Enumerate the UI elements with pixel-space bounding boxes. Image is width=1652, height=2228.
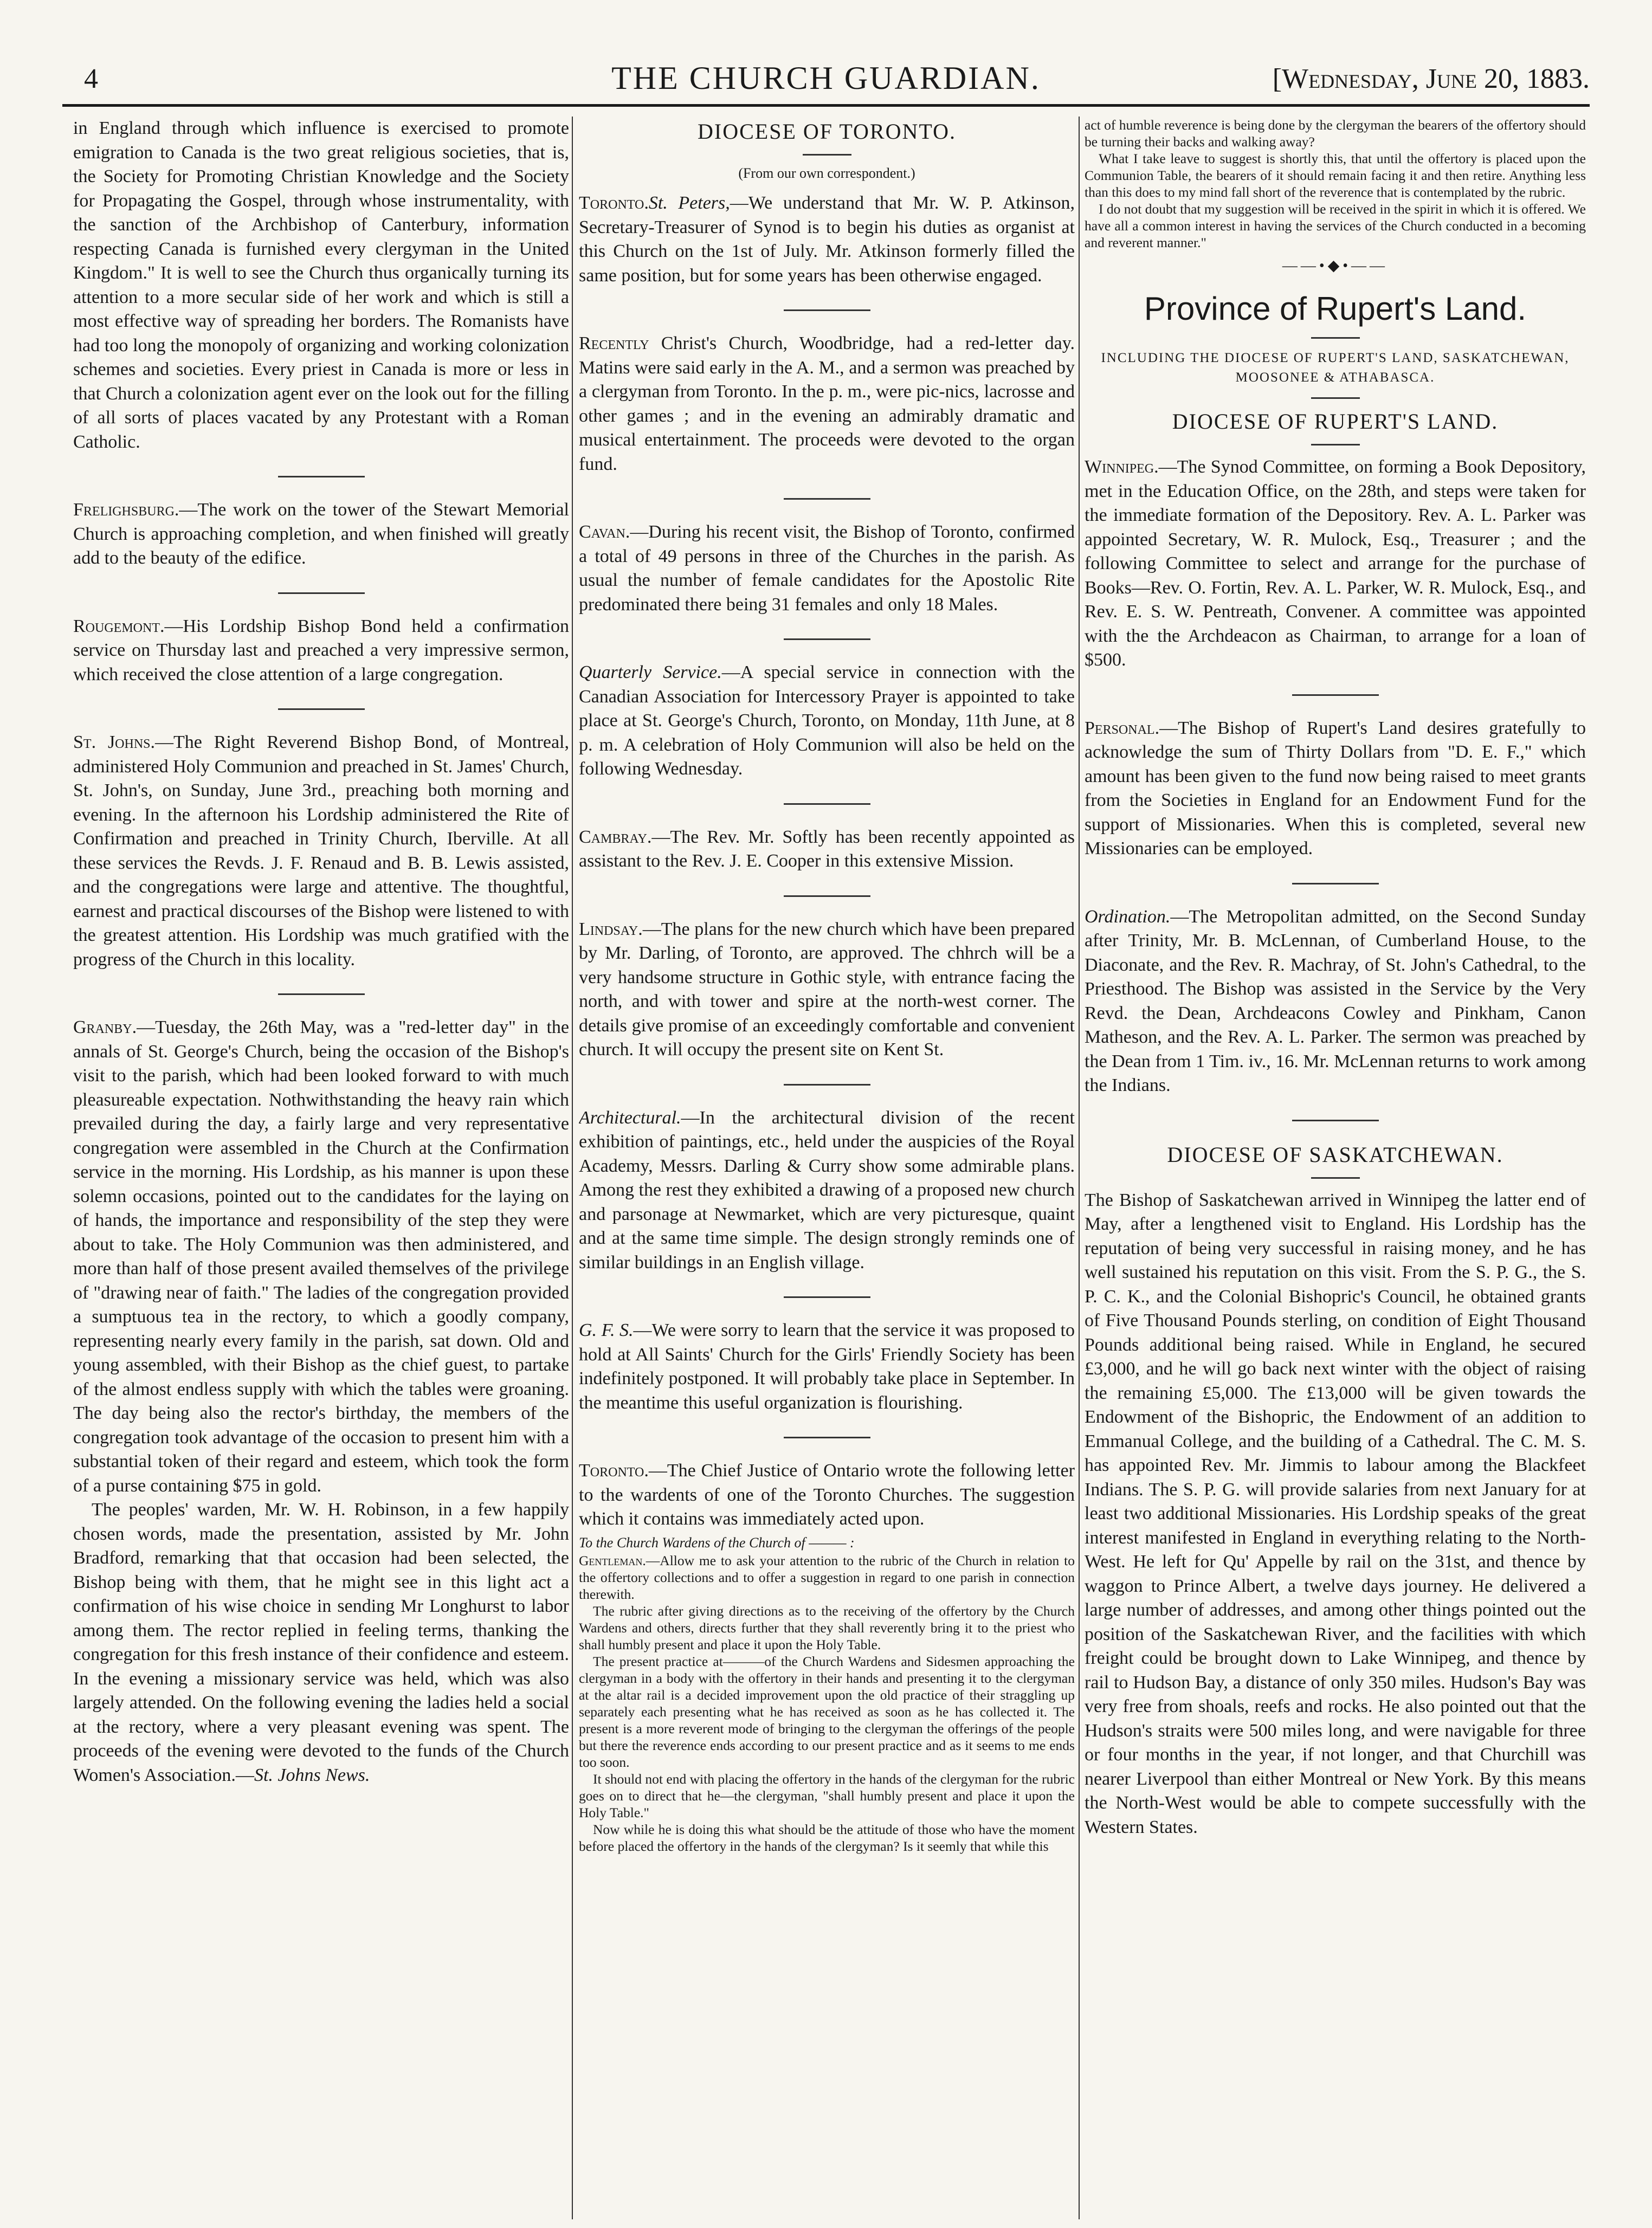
- article-body: —The Rev. Mr. Softly has been recently appointed as assistant to the Rev. J. E. Cooper in this extensive Mission.: [579, 826, 1075, 871]
- separator: [1292, 883, 1379, 884]
- separator: [1311, 444, 1360, 445]
- dateline: Ordination.: [1085, 906, 1171, 927]
- article-cavan: [579, 520, 1075, 617]
- article-rougemont: [73, 615, 569, 687]
- article-toronto-st-peters: [579, 191, 1075, 288]
- dateline: Granby.: [73, 1017, 137, 1037]
- letter-paragraph: The present practice at———of the Church Wardens and Sidesmen approaching the clergyman in a body with the offertory in their hands and presenting it to the clergyman at the altar rail is a decided improvement upon the old practice of their straggling up separately each presenting what he has received as soon as he has collected it. The present is a more reverent mode of bringing to the clergyman the offerings of the people but there the reverence ends according to our present practice and as it seems to me ends too soon.: [579, 1653, 1075, 1770]
- column-rule: [572, 117, 573, 2219]
- article-body: —The Synod Committee, on forming a Book Depository, met in the Education Office, on the 28th, and steps were taken for the immediate formation of the Depository. Rev. A. L. Parker was appointed Secretary, W. R. Mulock, Esq., Treasurer ; and the following Committee to select and arrange for the purchase of Books—Rev. O. Fortin, Rev. A. L. Parker, W. R. Mulock, Esq., and Rev. E. S. W. Pentreath, Convener. A committee was appointed with the the Archdeacon as Chairman, to arrange for a loan of $500.: [1085, 457, 1586, 670]
- article-body: —His Lordship Bishop Bond held a confirmation service on Thursday last and preached a very impressive sermon, which received the close attention of a large congregation.: [73, 616, 569, 684]
- article-body: —The work on the tower of the Stewart Memorial Church is approaching completion, and when finished will greatly add to the beauty of the edifice.: [73, 500, 569, 568]
- dateline: Frelighsburg.: [73, 500, 179, 520]
- article-granby-cont: [73, 1498, 569, 1787]
- letter: [579, 1535, 1075, 1855]
- article-winnipeg: [1085, 455, 1586, 673]
- article-architectural: [579, 1106, 1075, 1275]
- letter-paragraph: It should not end with placing the offertory in the hands of the clergyman for the rubric goes on to direct that he—the clergyman, "shall humbly present and place it upon the Holy Table.": [579, 1771, 1075, 1820]
- separator: [784, 498, 870, 500]
- dateline: Toronto.: [579, 193, 649, 213]
- article-granby: [73, 1016, 569, 1498]
- article-body: —We were sorry to learn that the service it was proposed to hold at All Saints' Church for the Girls' Friendly Society has been indefinitely postponed. It will probably take place in September. In the meantime this useful organization is flourishing.: [579, 1320, 1075, 1413]
- dateline: Rougemont.: [73, 616, 165, 636]
- dateline: Cavan.: [579, 522, 630, 542]
- article-body: Christ's Church, Woodbridge, had a red-letter day. Matins were said early in the A. M., and a sermon was preached by a clergyman from Toronto. In the p. m., were pic-nics, lacrosse and other games ; and in the evening an admirably dramatic and musical entertainment. The proceeds were devoted to the organ fund.: [579, 333, 1075, 474]
- article-body: —The Bishop of Rupert's Land desires gratefully to acknowledge the sum of Thirty Dollars from "D. E. F.," which amount has been given to the fund now being raised to meet grants from the Societies in England for an Endowment Fund for the support of Missionaries. When this is completed, several new Missionaries can be employed.: [1085, 718, 1586, 858]
- dateline: Recently: [579, 333, 649, 353]
- separator: [803, 154, 851, 156]
- column-rule: [1079, 117, 1080, 2219]
- columns: [62, 117, 1590, 2219]
- article-body: —The Chief Justice of Ontario wrote the following letter to the wardents of one of the Toronto Churches. The suggestion which it contains was immediately acted upon.: [579, 1461, 1075, 1529]
- article-body: —A special service in connection with the Canadian Association for Intercessory Prayer is appointed to take place at St. George's Church, Toronto, on Monday, 11th June, at 8 p. m. A celebration of Holy Communion will also be held on the following Wednesday.: [579, 662, 1075, 779]
- dateline: Toronto.: [579, 1461, 649, 1481]
- column-2: [579, 117, 1075, 2219]
- ornament-divider: ——•◆•——: [1282, 257, 1389, 274]
- article-gfs: [579, 1319, 1075, 1415]
- article-body: —The plans for the new church which have been prepared by Mr. Darling, of Toronto, are approved. The chhrch will be a very handsome structure in Gothic style, with entrance facing the north, and with tower and spire at the north-west corner. The details give promise of an exceedingly comfortable and convenient church. It will occupy the present site on Kent St.: [579, 919, 1075, 1060]
- separator: [784, 638, 870, 640]
- separator: [1311, 1177, 1360, 1179]
- separator: [784, 1084, 870, 1086]
- article-frelighsburg: [73, 498, 569, 571]
- salutation: Gentleman.: [579, 1552, 646, 1568]
- separator: [1292, 1120, 1379, 1121]
- article-chief-justice: [579, 1459, 1075, 1532]
- separator: [784, 1296, 870, 1298]
- separator: [784, 803, 870, 805]
- article-body: —In the architectural division of the recent exhibition of paintings, etc., held under the auspicies of the Royal Academy, Messrs. Darling & Curry show some admirable plans. Among the rest they exhibited a drawing of a proposed new church and parsonage at Newmarket, which are very picturesque, quaint and at the same time simple. The design strongly reminds one of similar buildings in an English village.: [579, 1107, 1075, 1273]
- source-credit: St. Johns News.: [254, 1765, 370, 1785]
- dateline: Cambray.: [579, 826, 652, 847]
- separator: [1311, 397, 1360, 399]
- article-saskatchewan: The Bishop of Saskatchewan arrived in Winnipeg the latter end of May, after a lengthened visit to England. His Lordship has the reputation of being very successful in raising money, and he has well sustained his reputation on this visit. From the S. P. G., the S. P. C. K., and the Colonial Bishopric's Council, he obtained grants of Five Thousand Pounds sterling, on condition of Eight Thousand Pounds additional being raised. While in England, he secured £3,000, and he will go back next winter with the object of raising the remaining £5,000. The £13,000 will be given towards the Endowment of the Bishopric, the Endowment of an addition to Emmanual College, and the building of a Cathedral. The C. M. S. has appointed Rev. Mr. Jimmis to labour among the Blackfeet Indians. The S. P. G. will provide salaries from next January for at least two additional Missionaries. His Lordship speaks of the great interest manifested in England in everything relating to the North-West. He left for Qu' Appelle by rail on the 31st, and thence by waggon to Prince Albert, a twelve days journey. He delivered a large number of addresses, and among other things pointed out the position of the Saskatchewan River, and the facilities with which freight could be brought down to Lake Winnipeg, and thence by rail to Hudson Bay, a distance of only 350 miles. Hudson's Bay was very free from shoals, reefs and rocks. He also pointed out that the Hudson's straits were 500 miles long, and were navigable for three or four months in the year, if not longer, and that Churchill was nearer Liverpool than either Montreal or New York. By this means the North-West would be able to compete successfully with the Western States.: [1085, 1190, 1586, 1837]
- masthead: [62, 60, 1590, 107]
- article-quarterly-service: [579, 661, 1075, 782]
- province-subheading: INCLUDING THE DIOCESE OF RUPERT'S LAND, SASKATCHEWAN, MOOSONEE & ATHABASCA.: [1101, 351, 1570, 385]
- page-number: 4: [84, 63, 98, 94]
- article-woodbridge: [579, 332, 1075, 476]
- letter-paragraph: act of humble reverence is being done by the clergyman the bearers of the offertory should be turning their backs and walking away?: [1085, 117, 1586, 150]
- letter-address: To the Church Wardens of the Church of ——— :: [579, 1534, 855, 1551]
- article-cambray: [579, 825, 1075, 874]
- article-emigration: in England through which influence is exercised to promote emigration to Canada is the two great religious societies, that is, the Society for Promoting Christian Knowledge and the Society for Propagating the Gospel, through whose instrumentality, with the sanction of the Archbishop of Canterbury, information respecting Canada is furnished every clergyman in the United Kingdom." It is well to see the Church thus organically turning its attention to a more secular side of her work and which is still a most effective way of spreading her borders. The Romanists have had too long the monopoly of organizing and working colonization schemes and societies. Every priest in Canada is more or less in that Church a colonization agent ever on the look out for the filling of all sorts of places vacated by any Protestant with a Roman Catholic.: [73, 118, 569, 452]
- separator: [784, 895, 870, 897]
- dateline: Winnipeg.: [1085, 457, 1159, 477]
- diocese-heading: DIOCESE OF SASKATCHEWAN.: [1167, 1142, 1503, 1167]
- article-st-johns: [73, 731, 569, 972]
- separator: [784, 1437, 870, 1438]
- separator: [278, 993, 365, 995]
- separator: [1292, 694, 1379, 696]
- letter-paragraph: What I take leave to suggest is shortly this, that until the offertory is placed upon the Communion Table, the bearers of it should remain facing it and then retire. Anything less than this does to my mind fall short of the reverence that is contemplated by the rubric.: [1085, 151, 1586, 200]
- dateline: Personal.: [1085, 718, 1160, 738]
- article-body: —We understand that Mr. W. P. Atkinson, Secretary-Treasurer of Synod is to begin his duties as organist at this Church on the 1st of July. Mr. Atkinson formerly filled the same position, but for some years has been otherwise engaged.: [579, 193, 1075, 286]
- separator: [278, 476, 365, 477]
- article-lindsay: [579, 918, 1075, 1062]
- subhead: St. Peters,: [648, 193, 730, 213]
- article-body: —Tuesday, the 26th May, was a "red-letter day" in the annals of St. George's Church, being the occasion of the Bishop's visit to the parish, which had been looked forward to with much pleasureable expectation. Nothwithstanding the heavy rain which prevailed during the day, a fairly large and very representative congregation were assembled in the Church at the Confirmation service in the morning. His Lordship, as his manner is upon these solemn occasions, pointed out to the candidates for the laying on of hands, the importance and responsibility of the step they were about to take. The Holy Communion was then administered, and more than half of those present availed themselves of the privilege of "drawing near of faith." The ladies of the congregation provided a sumptuous tea in the rectory, to which a goodly company, representing nearly every family in the parish, sat down. Old and young assembled, with their Bishop as the chief guest, to partake of the almost endless supply with which the tables were groaning. The day being also the rector's birthday, the members of the congregation took advantage of the occasion to present him with a substantial token of their regard and esteem, which took the form of a purse containing $75 in gold.: [73, 1017, 569, 1496]
- separator: [784, 309, 870, 311]
- letter-paragraph: I do not doubt that my suggestion will be received in the spirit in which it is offered. We have all a common interest in having the services of the Church conducted in a becoming and reverent manner.": [1085, 201, 1586, 250]
- correspondent-note: (From our own correspondent.): [738, 165, 915, 181]
- separator: [1311, 337, 1360, 339]
- dateline: G. F. S.: [579, 1320, 634, 1340]
- diocese-heading: DIOCESE OF TORONTO.: [698, 119, 956, 144]
- province-heading: Province of Rupert's Land.: [1144, 290, 1527, 327]
- article-body: —The Right Reverend Bishop Bond, of Montreal, administered Holy Communion and preached in St. James' Church, St. John's, on Sunday, June 3rd., preaching both morning and evening. In the afternoon his Lordship administered the Rite of Confirmation and preached in Trinity Church, Iberville. At all these services the Revds. J. F. Renaud and B. B. Lewis assisted, and the congregations were large and attentive. The thoughtful, earnest and practical discourses of the Bishop were listened to with the greatest attention. His Lordship was much gratified with the progress of the Church in this locality.: [73, 732, 569, 970]
- article-personal: [1085, 716, 1586, 861]
- letter-text: —Allow me to ask your attention to the rubric of the Church in relation to the offertory collections and to offer a suggestion in regard to one parish in connection therewith.: [579, 1552, 1075, 1602]
- newspaper-title: THE CHURCH GUARDIAN.: [611, 60, 1041, 96]
- separator: [278, 708, 365, 710]
- dateline: St. Johns.: [73, 732, 156, 752]
- dateline: Architectural.: [579, 1107, 681, 1128]
- dateline: Quarterly Service.: [579, 662, 722, 682]
- letter-continued: [1085, 117, 1586, 251]
- letter-paragraph: Now while he is doing this what should be the attitude of those who have the moment before placed the offertory in the hands of the clergyman? Is it seemly that while this: [579, 1821, 1075, 1854]
- article-body: The peoples' warden, Mr. W. H. Robinson, in a few happily chosen words, made the presentation, assisted by Mr. John Bradford, remarking that that occasion had been selected, the Bishop being with them, that he might see in this light act a confirmation of his wise choice in sending Mr Longhurst to labor among them. The rector replied in feeling terms, thanking the congregation for this fresh instance of their confidence and esteem. In the evening a missionary service was held, which was also largely attended. On the following evening the ladies held a social at the rectory, where a very pleasant evening was spent. The proceeds of the evening were devoted to the funds of the Church Women's Association.—: [73, 1500, 569, 1785]
- diocese-heading: DIOCESE OF RUPERT'S LAND.: [1172, 409, 1499, 434]
- article-ordination: [1085, 905, 1586, 1098]
- article-body: —During his recent visit, the Bishop of Toronto, confirmed a total of 49 persons in three of the Churches in the parish. As usual the number of female candidates for the Apostolic Rite predominated there being 31 females and only 18 Males.: [579, 522, 1075, 615]
- letter-paragraph: [579, 1552, 1075, 1603]
- separator: [278, 592, 365, 594]
- letter-paragraph: The rubric after giving directions as to the receiving of the offertory by the Church Wardens and others, directs further that they shall reverently bring it to the priest who shall humbly present and place it upon the Holy Table.: [579, 1603, 1075, 1652]
- column-1: [73, 117, 569, 2219]
- issue-date: [Wednesday, June 20, 1883.: [1272, 63, 1590, 94]
- column-3: [1085, 117, 1586, 2219]
- article-body: —The Metropolitan admitted, on the Second Sunday after Trinity, Mr. B. McLennan, of Cumberland House, to the Diaconate, and the Rev. R. Machray, of St. John's Cathedral, to the Priesthood. The Bishop was assisted in the Service by the Very Revd. the Dean, Archdeacons Cowley and Pinkham, Canon Matheson, and the Rev. A. L. Parker. The sermon was preached by the Dean from 1 Tim. iv., 16. Mr. McLennan returns to work among the Indians.: [1085, 906, 1586, 1095]
- dateline: Lindsay.: [579, 919, 643, 939]
